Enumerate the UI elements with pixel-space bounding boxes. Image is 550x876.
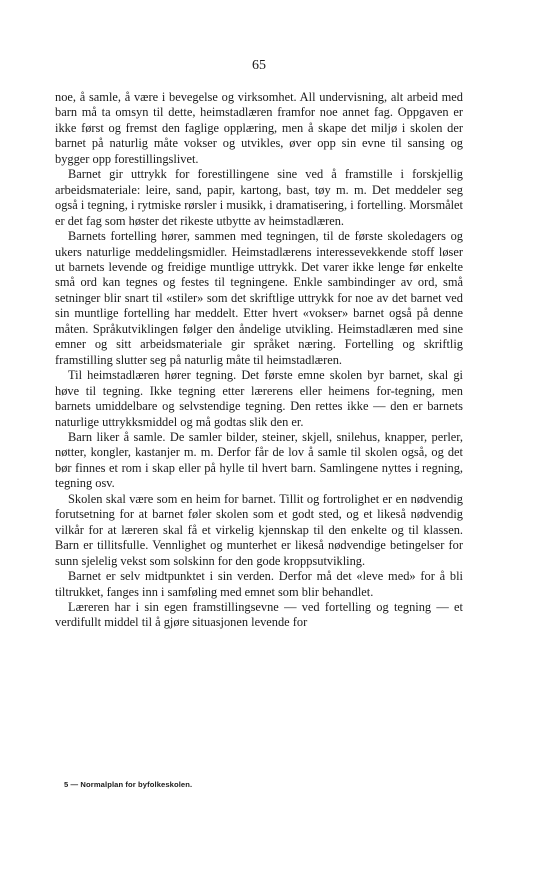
page-number: 65 bbox=[252, 58, 266, 73]
paragraph-5: Barn liker å samle. De samler bilder, steiner, skjell, snilehus, knapper, perler, nøtter, kongler, kastanjer m. m. Derfor får de lov å samle til skolen også, og det bør finnes et rom i skap eller på hylle til hvert barn. Samlingene nyttes i regning, tegning osv. bbox=[55, 429, 463, 491]
footer-signature: 5 — Normalplan for byfolkeskolen. bbox=[64, 780, 193, 789]
body-text bbox=[55, 90, 463, 631]
paragraph-2: Barnet gir uttrykk for forestillingene sine ved å framstille i forskjellig arbeidsmateriale: leire, sand, papir, kartong, bast, tøy m. m. Det meddeler seg også i tegning, i rytmiske rørsler i musikk, i dramatisering, i fortelling. Morsmålet er det fag som høster det rikeste utbytte av heimstadlæren. bbox=[55, 167, 463, 228]
paragraph-4: Til heimstadlæren hører tegning. Det første emne skolen byr barnet, skal gi høve til tegning. Ikke tegning etter lærerens eller heimens for-tegning, men barnets umiddelbare og selvstendige tegning. Den rettes ikke — den er barnets naturlige uttrykksmiddel og må godtas slik den er. bbox=[55, 368, 463, 429]
paragraph-1: noe, å samle, å være i bevegelse og virksomhet. All undervisning, alt arbeid med barn må ta omsyn til dette, heimstadlæren framfor noe annet fag. Oppgaven er ikke først og fremst den faglige opplæring, men å skape det miljø i skolen der barnet på naturlig måte vokser og utvikles, øver opp sin evne til sansing og bygger opp forestillingslivet. bbox=[55, 90, 463, 166]
paragraph-6: Skolen skal være som en heim for barnet. Tillit og fortrolighet er en nødvendig forutsetning for at barnet føler skolen som et godt sted, og et likeså nødvendig vilkår for at læreren skal få et virkelig kjennskap til den enkelte og til klassen. Barn er tillitsfulle. Vennlighet og munterhet er likeså nødvendige betingelser for sunn sjelelig vekst som solskinn for den gode kroppsutvikling. bbox=[55, 491, 463, 568]
paragraph-3: Barnets fortelling hører, sammen med tegningen, til de første skoledagers og ukers naturlige meddelingsmidler. Heimstadlærens interessevekkende stoff løser ut barnets levende og freidige muntlige uttrykk. Det varer ikke lenge før enkelte små ord kan tegnes og festes til tegningene. Enkle sambindinger av ord, små setninger blir snart til «stiler» som det skriftlige uttrykk for noe av det barnet ved sin muntlige fortelling har meddelt. Etter hvert «vokser» barnet også på denne måten. Språkutviklingen følger den åndelige utvikling. Heimstadlæren med sine emner og sitt arbeidsmateriale gir språket næring. Fortelling og skriftlig framstilling slutter seg på naturlig måte til heimstadlæren. bbox=[55, 229, 463, 367]
book-page bbox=[55, 0, 463, 876]
paragraph-7: Barnet er selv midtpunktet i sin verden. Derfor må det «leve med» for å bli tiltrukket, fanges inn i samføling med emnet som blir behandlet. bbox=[55, 569, 463, 599]
paragraph-8: Læreren har i sin egen framstillingsevne — ved fortelling og tegning — et verdifullt middel til å gjøre situasjonen levende for bbox=[55, 599, 463, 630]
